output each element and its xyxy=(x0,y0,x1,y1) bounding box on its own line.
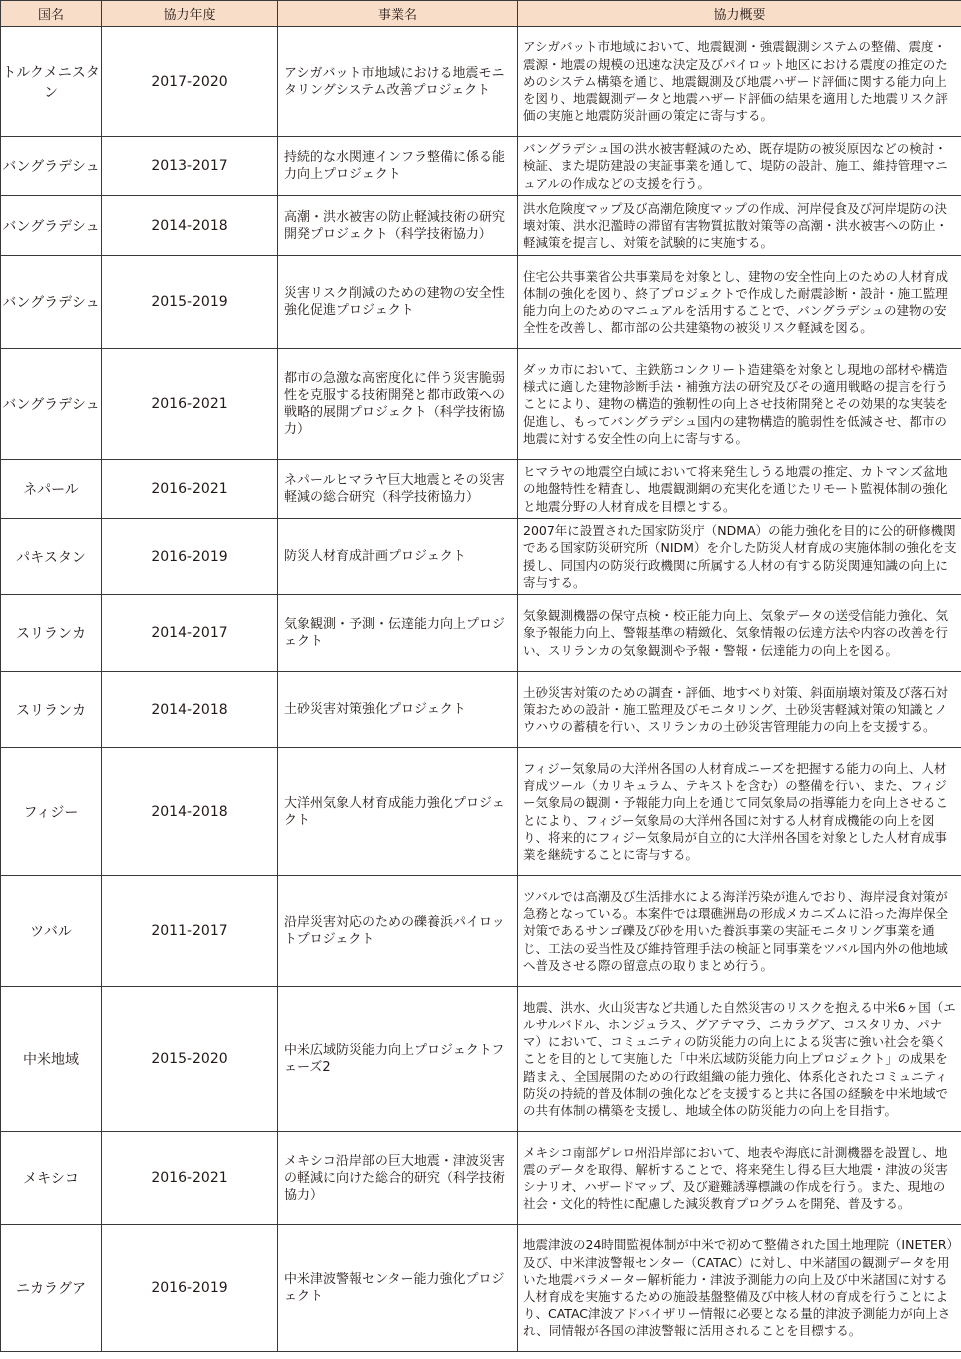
project-cell xyxy=(278,196,518,256)
year-cell: 2015-2019 xyxy=(102,256,278,349)
project-cell xyxy=(278,27,518,137)
header-year: 協力年度 xyxy=(102,1,278,27)
summary-text: 土砂災害対策のための調査・評価、地すべり対策、斜面崩壊対策及び落石対策おための設計・施工監理及びモニタリング、土砂災害軽減対策の知識とノウハウの蓄積を行い、スリランカの土砂災害管理能力の向上を支援する。 xyxy=(523,684,948,735)
summary-cell xyxy=(518,196,961,256)
project-cell xyxy=(278,1225,518,1352)
year-cell: 2013-2017 xyxy=(102,137,278,196)
header-project: 事業名 xyxy=(278,1,518,27)
project-name: アシガバット市地域における地震モニタリングシステム改善プロジェクト xyxy=(284,65,505,98)
summary-cell xyxy=(518,27,961,137)
project-cell xyxy=(278,256,518,349)
summary-cell xyxy=(518,137,961,196)
project-name: 土砂災害対策強化プロジェクト xyxy=(284,702,466,717)
table-row xyxy=(1,987,961,1132)
summary-text: 2007年に設置された国家防災庁（NDMA）の能力強化を目的に公的研修機関である国家防災研究所（NIDM）を介した防災人材育成の実施体制の強化を支援し、同国内の防災行政機関に所属する人材の有する防災関連知識の向上に寄与する。 xyxy=(523,523,957,590)
country-cell: メキシコ xyxy=(1,1132,102,1225)
country-cell: バングラデシュ xyxy=(1,349,102,460)
project-cell xyxy=(278,748,518,876)
project-cell xyxy=(278,672,518,748)
summary-text: 地震、洪水、火山災害など共通した自然災害のリスクを抱える中米6ヶ国（エルサルバドル、ホンジュラス、グアテマラ、ニカラグア、コスタリカ、パナマ）において、コミュニティの防災能力の向上による災害に強い社会を築くことを目的として実施した「中米広域防災能力向上プロジェクト」の成果を踏まえ、全国展開のための行政組織の能力強化、体系化されたコミュニティ防災の持続的普及体制の強化などを支援すると共に各国の経験を中米地域での共有体制の構築を支援し、地域全体の防災能力の向上を目指す。 xyxy=(523,999,956,1118)
table-row xyxy=(1,672,961,748)
project-name: 災害リスク削減のための建物の安全性強化促進プロジェクト xyxy=(284,286,505,318)
summary-cell xyxy=(518,460,961,519)
table-row xyxy=(1,349,961,460)
project-name: 防災人材育成計画プロジェクト xyxy=(284,549,466,564)
summary-text: ツバルでは高潮及び生活排水による海洋汚染が進んでおり、海岸浸食対策が急務となっている。本案件では環礁洲島の形成メカニズムに沿った海岸保全対策であるサンゴ礫及び砂を用いた養浜事業の実証モニタリング事業を通じ、工法の妥当性及び維持管理手法の検証と同事業をツバル国内外の他地域へ普及させる際の留意点の取りまとめ行う。 xyxy=(523,888,949,973)
table-row xyxy=(1,196,961,256)
summary-text: 住宅公共事業省公共事業局を対象とし、建物の安全性向上のための人材育成体制の強化を図り、終了プロジェクトで作成した耐震診断・設計・施工監理能力向上のためのマニュアルを活用することで、バングラデシュの建物の安全性を改善し、都市部の公共建築物の被災リスク軽減を図る。 xyxy=(523,268,949,336)
year-cell: 2016-2021 xyxy=(102,1132,278,1225)
header-country: 国名 xyxy=(1,1,102,27)
project-cell xyxy=(278,987,518,1132)
table-row xyxy=(1,519,961,595)
country-cell: スリランカ xyxy=(1,672,102,748)
summary-cell xyxy=(518,876,961,987)
project-name: 中米津波警報センター能力強化プロジェクト xyxy=(284,1272,505,1304)
year-cell: 2014-2018 xyxy=(102,748,278,876)
header-row xyxy=(1,1,961,27)
table-row xyxy=(1,748,961,876)
country-cell: ネパール xyxy=(1,460,102,519)
year-cell: 2014-2017 xyxy=(102,595,278,672)
project-name: 中米広域防災能力向上プロジェクトフェーズ2 xyxy=(284,1043,505,1075)
project-cell xyxy=(278,349,518,460)
country-cell: 中米地域 xyxy=(1,987,102,1132)
year-cell: 2015-2020 xyxy=(102,987,278,1132)
summary-text: バングラデシュ国の洪水被害軽減のため、既存堤防の被災原因などの検討・検証、また堤防建設の実証事業を通して、堤防の設計、施工、維持管理マニュアルの作成などの支援を行う。 xyxy=(523,141,948,191)
summary-cell xyxy=(518,595,961,672)
summary-text: ヒマラヤの地震空白域において将来発生しうる地震の推定、カトマンズ盆地の地盤特性を精査し、地震観測網の充実化を通じたリモート監視体制の強化と地震分野の人材育成を目標とする。 xyxy=(523,464,948,514)
project-name: 都市の急激な高密度化に伴う災害脆弱性を克服する技術開発と都市政策への戦略的展開プロジェクト（科学技術協力） xyxy=(284,371,506,437)
summary-cell xyxy=(518,1132,961,1225)
country-cell: ニカラグア xyxy=(1,1225,102,1352)
table-row xyxy=(1,256,961,349)
country-cell: パキスタン xyxy=(1,519,102,595)
country-cell: バングラデシュ xyxy=(1,137,102,196)
table-row xyxy=(1,1132,961,1225)
project-name: 気象観測・予測・伝達能力向上プロジェクト xyxy=(284,617,506,649)
project-cell xyxy=(278,595,518,672)
table-row xyxy=(1,137,961,196)
table-row xyxy=(1,595,961,672)
summary-cell xyxy=(518,256,961,349)
summary-cell xyxy=(518,672,961,748)
summary-cell xyxy=(518,987,961,1132)
project-cell xyxy=(278,137,518,196)
summary-cell xyxy=(518,519,961,595)
summary-cell xyxy=(518,1225,961,1352)
summary-text: メキシコ南部ゲレロ州沿岸部において、地表や海底に計測機器を設置し、地震のデータを取得、解析することで、将来発生し得る巨大地震・津波の災害シナリオ、ハザードマップ、及び避難誘導標識の作成を行う。また、現地の社会・文化的特性に配慮した減災教育プログラムを開発、普及する。 xyxy=(523,1144,948,1212)
project-cell xyxy=(278,460,518,519)
summary-text: フィジー気象局の大洋州各国の人材育成ニーズを把握する能力の向上、人材育成ツール（カリキュラム、テキストを含む）の整備を行い、また、フィジー気象局の観測・予報能力向上を通じて同気象局の指導能力を向上させることにより、フィジー気象局の大洋州各国に対する人材育成機能の向上を図り、将来的にフィジー気象局が自立的に大洋州各国を対象とした人材育成事業を継続することに寄与する。 xyxy=(523,760,949,862)
summary-text: 地震津波の24時間監視体制が中米で初めて整備された国土地理院（INETER）及び、中米津波警報センター（CATAC）に対し、中米諸国の観測データを用いた地震パラメーター解析能力・津波予測能力の向上及び中米諸国に対する人材育成を実施するための施設基盤整備及び中核人材の育成を行うことにより、CATAC津波アドバイザリー情報に必要となる量的津波予測能力が向上され、同情報が各国の津波警報に活用されることを目標する。 xyxy=(523,1237,953,1339)
project-name: 持続的な水関連インフラ整備に係る能力向上プロジェクト xyxy=(284,150,506,182)
year-cell: 2011-2017 xyxy=(102,876,278,987)
table-row xyxy=(1,460,961,519)
project-name: ネパールヒマラヤ巨大地震とその災害軽減の総合研究（科学技術協力） xyxy=(284,473,505,505)
summary-text: 洪水危険度マップ及び高潮危険度マップの作成、河岸侵食及び河岸堤防の決壊対策、洪水氾濫時の滞留有害物質拡散対策等の高潮・洪水被害への防止・軽減策を提言し、対策を試験的に実施する。 xyxy=(523,200,949,251)
country-cell: ツバル xyxy=(1,876,102,987)
year-cell: 2014-2018 xyxy=(102,196,278,256)
project-cell xyxy=(278,1132,518,1225)
country-cell: スリランカ xyxy=(1,595,102,672)
project-name: 高潮・洪水被害の防止軽減技術の研究開発プロジェクト（科学技術協力） xyxy=(284,209,506,242)
country-cell: フィジー xyxy=(1,748,102,876)
project-name: メキシコ沿岸部の巨大地震・津波災害の軽減に向けた総合的研究（科学技術協力） xyxy=(284,1153,506,1203)
year-cell: 2016-2021 xyxy=(102,349,278,460)
summary-cell xyxy=(518,349,961,460)
summary-text: 気象観測機器の保守点検・校正能力向上、気象データの送受信能力強化、気象予報能力向上、警報基準の精緻化、気象情報の伝達方法や内容の改善を行い、スリランカの気象観測や予報・警報・伝達能力の向上を図る。 xyxy=(523,608,949,658)
table-row xyxy=(1,27,961,137)
table-row xyxy=(1,1225,961,1352)
header-summary: 協力概要 xyxy=(518,1,961,27)
year-cell: 2016-2019 xyxy=(102,1225,278,1352)
summary-cell xyxy=(518,748,961,876)
year-cell: 2014-2018 xyxy=(102,672,278,748)
project-cell xyxy=(278,876,518,987)
summary-text: ダッカ市において、主鉄筋コンクリート造建築を対象とし現地の部材や構造様式に適した建物診断手法・補強方法の研究及びその適用戦略の提言を行うことにより、建物の構造的強靭性の向上させ技術開発とその効果的な実装を促進し、もってバングラデシュ国内の建物構造的脆弱性を低減させ、都市の地震に対する安全性の向上に寄与する。 xyxy=(523,361,949,446)
year-cell: 2016-2021 xyxy=(102,460,278,519)
project-cell xyxy=(278,519,518,595)
table-row xyxy=(1,876,961,987)
project-name: 沿岸災害対応のための礫養浜パイロットプロジェクト xyxy=(284,915,505,947)
year-cell: 2016-2019 xyxy=(102,519,278,595)
project-name: 大洋州気象人材育成能力強化プロジェクト xyxy=(284,795,505,828)
country-cell: トルクメニスタン xyxy=(1,27,102,137)
country-cell: バングラデシュ xyxy=(1,256,102,349)
year-cell: 2017-2020 xyxy=(102,27,278,137)
country-cell: バングラデシュ xyxy=(1,196,102,256)
summary-text: アシガバット市地域において、地震観測・強震観測システムの整備、震度・震源・地震の規模の迅速な決定及びパイロット地区における震度の推定のためのシステム構築を通じ、地震観測及び地震ハザード評価に関する能力向上を図り、地震観測データと地震ハザード評価の結果を適用した地震リスク評価の実施と地震防災計画の策定に寄与する。 xyxy=(523,39,948,124)
